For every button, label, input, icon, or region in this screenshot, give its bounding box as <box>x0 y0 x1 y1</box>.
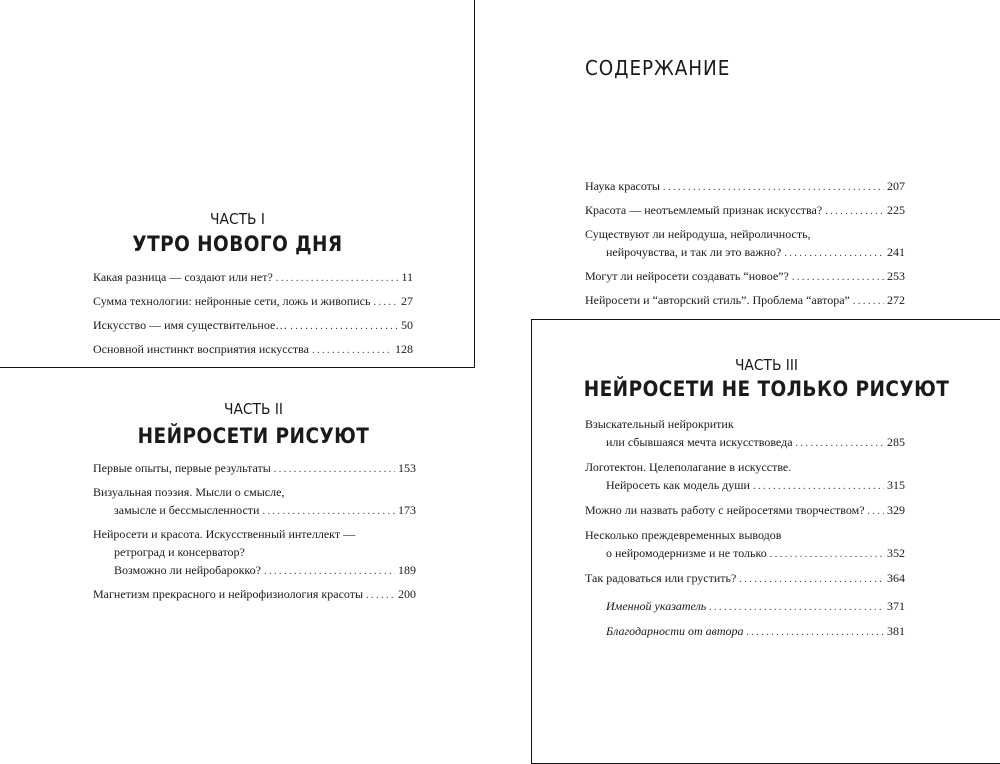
toc-entry-line <box>93 585 416 605</box>
page-number: 50 <box>401 318 413 332</box>
toc-entry-line <box>585 225 905 243</box>
toc-entry-line <box>585 267 905 287</box>
toc-entry-line <box>93 340 413 360</box>
toc-entry <box>585 201 905 221</box>
page-number: 207 <box>887 179 905 193</box>
part-1-label: ЧАСТЬ I <box>210 210 265 228</box>
toc-entry <box>585 526 905 564</box>
toc-entry-text: о нейромодернизме и не только <box>606 546 767 560</box>
toc-entry-line <box>93 501 416 521</box>
dot-leader <box>366 587 395 605</box>
dot-leader <box>825 203 884 221</box>
toc-entry-text: Так радоваться или грустить? <box>585 571 737 585</box>
toc-entry-line <box>93 459 416 479</box>
toc-entry <box>93 585 416 605</box>
toc-entry-line <box>585 291 905 311</box>
toc-entry-line <box>585 177 905 197</box>
toc-entry-line <box>585 569 905 589</box>
part-3-title: НЕЙРОСЕТИ НЕ ТОЛЬКО РИСУЮТ <box>583 377 950 401</box>
toc-entry-text: Красота — неотъемлемый признак искусства? <box>585 203 823 217</box>
toc-entry-line <box>585 415 905 433</box>
toc-entry-text: Какая разница — создают или нет? <box>93 270 273 284</box>
toc-entry <box>585 569 905 589</box>
page-number: 11 <box>401 270 413 284</box>
toc-entry <box>585 415 905 453</box>
dot-leader <box>264 563 395 581</box>
toc-entry <box>585 177 905 197</box>
toc-entry-text: Основной инстинкт восприятия искусства <box>93 342 309 356</box>
page-number: 153 <box>398 461 416 475</box>
toc-entry-line <box>585 544 905 564</box>
toc-entry <box>93 292 413 312</box>
page-number: 225 <box>887 203 905 217</box>
part-2-label: ЧАСТЬ II <box>224 400 283 418</box>
part-3-entries <box>585 415 905 647</box>
dot-leader <box>792 269 884 287</box>
dot-leader <box>796 435 884 453</box>
page-number: 241 <box>887 245 905 259</box>
page-number: 381 <box>887 624 905 638</box>
part-1-title: УТРО НОВОГО ДНЯ <box>132 232 343 256</box>
contents-continued-entries <box>585 177 905 315</box>
dot-leader <box>753 478 884 496</box>
dot-leader <box>770 546 884 564</box>
toc-entry <box>585 225 905 263</box>
toc-entry-line <box>585 201 905 221</box>
dot-leader <box>853 293 884 311</box>
toc-entry-text: Искусство — имя существительное… <box>93 318 288 332</box>
page-number: 285 <box>887 435 905 449</box>
page-number: 27 <box>401 294 413 308</box>
toc-entry-line <box>585 597 905 617</box>
dot-leader <box>739 571 884 589</box>
dot-leader <box>312 342 392 360</box>
toc-entry-text: Визуальная поэзия. Мысли о смысле, <box>93 485 285 499</box>
toc-entry-text: Нейросети и “авторский стиль”. Проблема “автора” <box>585 293 850 307</box>
toc-entry-text: Именной указатель <box>606 599 707 613</box>
toc-entry-line <box>93 483 416 501</box>
page-number: 315 <box>887 478 905 492</box>
page-number: 352 <box>887 546 905 560</box>
part-1-entries <box>93 268 413 364</box>
part-2-title: НЕЙРОСЕТИ РИСУЮТ <box>137 424 370 448</box>
page-number: 128 <box>395 342 413 356</box>
toc-entry-line <box>93 316 413 336</box>
toc-entry-text: Наука красоты <box>585 179 660 193</box>
toc-entry-text: нейрочувства, и так ли это важно? <box>606 245 782 259</box>
dot-leader <box>262 503 395 521</box>
dot-leader <box>274 461 395 479</box>
toc-entry <box>585 622 905 642</box>
page-number: 371 <box>887 599 905 613</box>
toc-entry-text: Существуют ли нейродуша, нейроличность, <box>585 227 811 241</box>
toc-entry <box>93 316 413 336</box>
page-number: 189 <box>398 563 416 577</box>
toc-entry-text: Сумма технологии: нейронные сети, ложь и живопись <box>93 294 371 308</box>
toc-entry <box>585 597 905 617</box>
toc-entry-line <box>585 433 905 453</box>
page-number: 200 <box>398 587 416 601</box>
toc-entry-text: замысле и бессмысленности <box>114 503 260 517</box>
toc-entry-text: Первые опыты, первые результаты <box>93 461 271 475</box>
toc-entry-line <box>93 561 416 581</box>
toc-entry <box>93 525 416 581</box>
toc-entry <box>585 501 905 521</box>
toc-entry-line <box>93 525 416 543</box>
toc-entry-text: Логотектон. Целеполагание в искусстве. <box>585 460 792 474</box>
toc-entry <box>93 459 416 479</box>
dot-leader <box>784 245 884 263</box>
toc-entry-line <box>93 268 413 288</box>
toc-entry <box>93 483 416 521</box>
toc-entry <box>585 458 905 496</box>
toc-entry-text: Магнетизм прекрасного и нейрофизиология красоты <box>93 587 364 601</box>
toc-entry-text: Несколько преждевременных выводов <box>585 528 782 542</box>
toc-entry-text: Нейросеть как модель души <box>606 478 750 492</box>
dot-leader <box>868 503 884 521</box>
dot-leader <box>373 294 398 312</box>
page-number: 253 <box>887 269 905 283</box>
toc-entry-line <box>585 476 905 496</box>
toc-entry-text: Взыскательный нейрокритик <box>585 417 734 431</box>
toc-entry-line <box>585 501 905 521</box>
toc-entry <box>93 268 413 288</box>
dot-leader <box>290 318 398 336</box>
dot-leader <box>747 624 884 642</box>
toc-entry-line <box>93 543 416 561</box>
page-number: 364 <box>887 571 905 585</box>
page-number: 329 <box>887 503 905 517</box>
toc-entry <box>585 291 905 311</box>
toc-entry-text: ретроград и консерватор? <box>114 545 245 559</box>
dot-leader <box>663 179 884 197</box>
contents-title: СОДЕРЖАНИЕ <box>585 56 731 80</box>
toc-entry-text: Можно ли назвать работу с нейросетями творчеством? <box>585 503 865 517</box>
toc-entry-text: Нейросети и красота. Искусственный интеллект — <box>93 527 356 541</box>
toc-entry-line <box>585 526 905 544</box>
page-number: 272 <box>887 293 905 307</box>
toc-entry-line <box>93 292 413 312</box>
toc-entry-line <box>585 458 905 476</box>
toc-entry-text: или сбывшаяся мечта искусствоведа <box>606 435 793 449</box>
part-2-entries <box>93 459 416 609</box>
toc-entry-text: Благодарности от автора <box>606 624 744 638</box>
toc-entry-text: Возможно ли нейробарокко? <box>114 563 261 577</box>
part-3-label: ЧАСТЬ III <box>734 356 799 374</box>
page-number: 173 <box>398 503 416 517</box>
toc-entry <box>585 267 905 287</box>
dot-leader <box>276 270 399 288</box>
toc-entry <box>93 340 413 360</box>
toc-entry-line <box>585 243 905 263</box>
toc-entry-line <box>585 622 905 642</box>
dot-leader <box>709 599 884 617</box>
toc-entry-text: Могут ли нейросети создавать “новое”? <box>585 269 789 283</box>
